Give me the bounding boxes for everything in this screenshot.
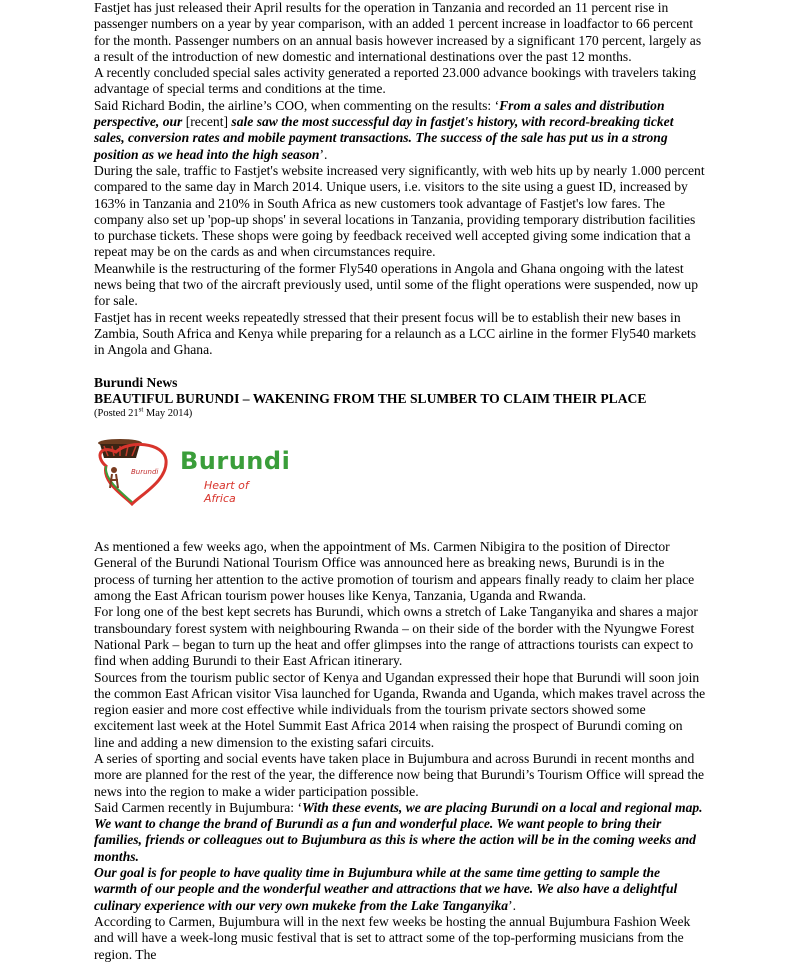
posted-ordinal: st (138, 405, 144, 414)
article-headline: BEAUTIFUL BURUNDI – WAKENING FROM THE SLUMBER TO CLAIM THEIR PLACE (94, 390, 647, 406)
fastjet-paragraph-4: During the sale, traffic to Fastjet's website increased very significantly, with web hits up by nearly 1.000 percent compared to the same day in March 2014. Unique users, i.e. visitors to the site using a guest ID, increased by 163% in Tanzania and 210% in South Africa as new customers took advantage of Fastjet's low fares. The company also set up 'pop-up shops' in several locations in Tanzania, providing temporary distribution facilities to purchase tickets. These shops were going by feedback received well accepted giving some indication that a repeat may be on the cards as and when circumstances require. (94, 162, 705, 260)
logo-tagline: Heart of Africa (204, 479, 249, 506)
burundi-paragraph-2: For long one of the best kept secrets has Burundi, which owns a stretch of Lake Tanganyika and shares a major transboundary forest system with neighbouring Rwanda – on their side of the border with the Nyungwe Forest National Park – began to turn up the heat and offer glimpses into the range of attractions tourists can expect to find when adding Burundi to their East African itinerary. (94, 604, 698, 669)
posted-date (94, 407, 706, 420)
section-gap (94, 359, 706, 375)
logo-wordmark: Burundi (180, 447, 291, 476)
burundi-logo (94, 436, 291, 508)
burundi-paragraph-6: According to Carmen, Bujumbura will in the next few weeks be hosting the annual Bujumbura Fashion Week and will have a week-long music festival that is set to attract some of the top-performing musicians from the region. The (94, 913, 691, 962)
carmen-quote-part-2: Our goal is for people to have quality time in Bujumbura while at the same time getting to sample the warmth of our people and the wonderful weather and attractions that we have. We also have a delightful culinary experience with our very own mukeke from the Lake Tanganyika (94, 865, 678, 913)
document-page (94, 0, 706, 963)
burundi-paragraph-3: Sources from the tourism public sector of Kenya and Ugandan expressed their hope that Burundi will soon join the common East African visitor Visa launched for Uganda, Rwanda and Uganda, which makes travel across the region easier and more cost effective while individuals from the tourism private sectors showed some excitement last week at the Hotel Summit East Africa 2014 when raising the prospect of Burundi coming on line and adding a new dimension to the existing safari circuits. (94, 669, 706, 750)
quote-intro: Said Richard Bodin, the airline’s COO, when commenting on the results: ‘ (94, 97, 500, 113)
coo-quote-part-a: From a sales and distribution perspective, our (94, 97, 665, 130)
coo-quote-part-b: sale saw the most successful day in fastjet's history, with record-breaking ticket sales, conversion rates and mobile payment transactions. The success of the sale has put us in a strong position as we head into the high season (94, 114, 674, 162)
quote-bracket: [recent] (185, 114, 229, 130)
fastjet-paragraph-2: A recently concluded special sales activity generated a reported 23.000 advance bookings with travelers taking advantage of special terms and conditions at the time. (94, 65, 697, 97)
posted-month-year: May 2014) (143, 408, 193, 420)
carmen-quote-part-1: With these events, we are placing Burundi on a local and regional map. We want to change the brand of Burundi as a fun and wonderful place. We want people to bring their families, friends or colleagues out to Bujumbura as this is where the action will be in the coming weeks and months. (94, 799, 703, 864)
fastjet-paragraph-5: Meanwhile is the restructuring of the former Fly540 operations in Angola and Ghana ongoing with the latest news being that two of the aircraft previously used, until some of the flight operations were suspended, now up for sale. (94, 260, 699, 309)
quote-intro: Said Carmen recently in Bujumbura: ‘ (94, 799, 303, 815)
fastjet-paragraph-6: Fastjet has in recent weeks repeatedly stressed that their present focus will be to establish their new bases in Zambia, South Africa and Kenya while preparing for a relaunch as a LCC airline in the former Fly540 markets in Angola and Ghana. (94, 309, 697, 358)
logo-inner-text: Burundi (131, 468, 159, 477)
quote-end: ’. (508, 897, 517, 913)
quote-end: ’. (319, 146, 328, 162)
burundi-paragraph-1: As mentioned a few weeks ago, when the appointment of Ms. Carmen Nibigira to the position of Director General of the Burundi National Tourism Office was announced here as breaking news, Burundi is in the process of turning her attention to the active promotion of tourism and appears finally ready to claim her place among the East African tourism power houses like Kenya, Tanzania, Uganda and Rwanda. (94, 539, 695, 604)
burundi-paragraph-5 (94, 800, 706, 914)
fastjet-paragraph-3 (94, 98, 706, 163)
section-title: Burundi News (94, 374, 178, 390)
fastjet-paragraph-1: Fastjet has just released their April results for the operation in Tanzania and recorded an 11 percent rise in passenger numbers on a year by year comparison, with an added 1 percent increase in loadfactor to 66 percent for the month. Passenger numbers on an annual basis however increased by a significant 170 percent, largely as a result of the introduction of new domestic and international destinations over the past 12 months. (94, 0, 702, 64)
posted-label: (Posted 21 (94, 408, 139, 420)
burundi-paragraph-4: A series of sporting and social events have taken place in Bujumbura and across Burundi in recent months and more are planned for the rest of the year, the difference now being that Burundi’s Tourism Office will spread the news into the region to make a wider participation possible. (94, 750, 705, 799)
